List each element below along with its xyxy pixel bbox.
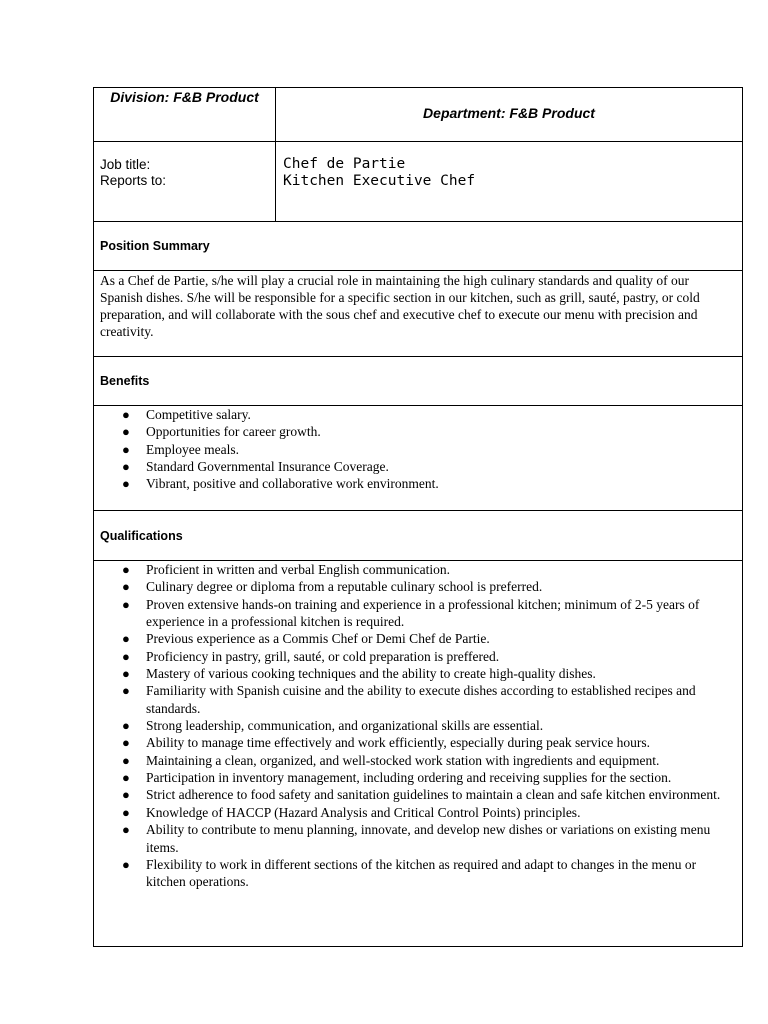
bullet-icon: ● bbox=[122, 562, 130, 577]
list-item bbox=[94, 441, 734, 458]
bullet-icon: ● bbox=[122, 683, 130, 699]
list-item bbox=[94, 717, 734, 734]
qualifications-body-row bbox=[94, 561, 743, 947]
list-item bbox=[94, 752, 734, 769]
list-item-text: Knowledge of HACCP (Hazard Analysis and Critical Control Points) principles. bbox=[146, 804, 581, 820]
bullet-icon: ● bbox=[122, 648, 130, 664]
summary-body-row bbox=[94, 271, 743, 357]
list-item-text: Standard Governmental Insurance Coverage. bbox=[146, 459, 389, 475]
list-item-text: Competitive salary. bbox=[146, 407, 251, 422]
list-item bbox=[94, 630, 734, 647]
position-summary-cell bbox=[94, 271, 743, 357]
benefits-heading: Benefits bbox=[94, 357, 743, 406]
list-item bbox=[94, 475, 734, 492]
list-item-text: Opportunities for career growth. bbox=[146, 424, 321, 440]
bullet-icon: ● bbox=[122, 752, 130, 768]
header-row bbox=[94, 88, 743, 142]
list-item bbox=[94, 578, 734, 595]
list-item-text: Familiarity with Spanish cuisine and the ability to execute dishes according to established recipes and standards. bbox=[146, 683, 696, 716]
list-item-text: Vibrant, positive and collaborative work environment. bbox=[146, 476, 439, 492]
bullet-icon: ● bbox=[122, 718, 130, 734]
list-item-text: Proficient in written and verbal English communication. bbox=[146, 562, 451, 577]
reports-to-label: Reports to: bbox=[100, 172, 167, 188]
list-item bbox=[94, 682, 734, 717]
bullet-icon: ● bbox=[122, 476, 130, 492]
benefits-heading-row bbox=[94, 357, 743, 406]
list-item-text: Strict adherence to food safety and sanitation guidelines to maintain a clean and safe kitchen environment. bbox=[146, 787, 721, 803]
list-item bbox=[94, 458, 734, 475]
list-item bbox=[94, 423, 734, 440]
list-item-text: Ability to contribute to menu planning, innovate, and develop new dishes or variations on existing menu items. bbox=[146, 822, 711, 855]
division-text: Division: F&B Product bbox=[110, 89, 259, 105]
department-cell bbox=[276, 88, 743, 142]
department-text: Department: F&B Product bbox=[423, 105, 595, 121]
list-item bbox=[94, 596, 734, 631]
summary-heading-row bbox=[94, 222, 743, 271]
bullet-icon: ● bbox=[122, 770, 130, 786]
list-item bbox=[94, 786, 734, 803]
bullet-icon: ● bbox=[122, 407, 130, 422]
bullet-icon: ● bbox=[122, 666, 130, 682]
list-item-text: Mastery of various cooking techniques and the ability to create high-quality dishes. bbox=[146, 666, 596, 682]
job-values-cell bbox=[276, 142, 743, 222]
list-item bbox=[94, 856, 734, 891]
bullet-icon: ● bbox=[122, 596, 130, 612]
list-item-text: Flexibility to work in different sections of the kitchen as required and adapt to changes in the menu or kitchen operations. bbox=[146, 856, 697, 890]
list-item bbox=[94, 804, 734, 821]
position-summary-heading: Position Summary bbox=[94, 222, 743, 271]
division-cell bbox=[94, 88, 276, 142]
qualifications-list bbox=[94, 561, 734, 891]
list-item-text: Employee meals. bbox=[146, 441, 239, 457]
job-row bbox=[94, 142, 743, 222]
qualifications-heading: Qualifications bbox=[94, 511, 743, 561]
list-item bbox=[94, 406, 734, 423]
bullet-icon: ● bbox=[122, 735, 130, 751]
bullet-icon: ● bbox=[122, 579, 130, 595]
list-item-text: Ability to manage time effectively and work efficiently, especially during peak service hours. bbox=[146, 735, 650, 751]
bullet-icon: ● bbox=[122, 856, 130, 872]
list-item-text: Proven extensive hands-on training and experience in a professional kitchen; minimum of 2-5 years of experience in a professional kitchen is required. bbox=[146, 596, 700, 630]
list-item-text: Strong leadership, communication, and organizational skills are essential. bbox=[146, 718, 544, 734]
bullet-icon: ● bbox=[122, 822, 130, 838]
job-title-value: Chef de Partie bbox=[283, 156, 406, 172]
benefits-body-row bbox=[94, 406, 743, 511]
list-item bbox=[94, 561, 734, 578]
list-item bbox=[94, 734, 734, 751]
list-item-text: Previous experience as a Commis Chef or Demi Chef de Partie. bbox=[146, 631, 490, 647]
job-description-table bbox=[93, 87, 743, 947]
list-item-text: Participation in inventory management, including ordering and receiving supplies for the section. bbox=[146, 770, 672, 786]
job-labels-cell bbox=[94, 142, 276, 222]
bullet-icon: ● bbox=[122, 787, 130, 803]
benefits-list bbox=[94, 406, 734, 493]
list-item-text: Culinary degree or diploma from a reputable culinary school is preferred. bbox=[146, 579, 543, 595]
qualifications-cell bbox=[94, 561, 743, 947]
list-item-text: Maintaining a clean, organized, and well-stocked work station with ingredients and equipment. bbox=[146, 752, 660, 768]
list-item-text: Proficiency in pastry, grill, sauté, or cold preparation is preffered. bbox=[146, 648, 500, 664]
job-title-label: Job title: bbox=[100, 157, 151, 172]
reports-to-value: Kitchen Executive Chef bbox=[283, 173, 476, 189]
list-item bbox=[94, 648, 734, 665]
bullet-icon: ● bbox=[122, 441, 130, 457]
bullet-icon: ● bbox=[122, 424, 130, 440]
list-item bbox=[94, 821, 734, 856]
position-summary-text: As a Chef de Partie, s/he will play a crucial role in maintaining the high culinary standards and quality of our Spanish dishes. S/he will be responsible for a specific section in our kitchen, such as grill, sauté, pastry, or cold preparation, and will collaborate with the sous chef and executive chef to execute our menu with precision and creativity. bbox=[100, 273, 700, 339]
qualifications-heading-row bbox=[94, 511, 743, 561]
list-item bbox=[94, 665, 734, 682]
list-item bbox=[94, 769, 734, 786]
bullet-icon: ● bbox=[122, 804, 130, 820]
benefits-cell bbox=[94, 406, 743, 511]
bullet-icon: ● bbox=[122, 459, 130, 475]
bullet-icon: ● bbox=[122, 631, 130, 647]
